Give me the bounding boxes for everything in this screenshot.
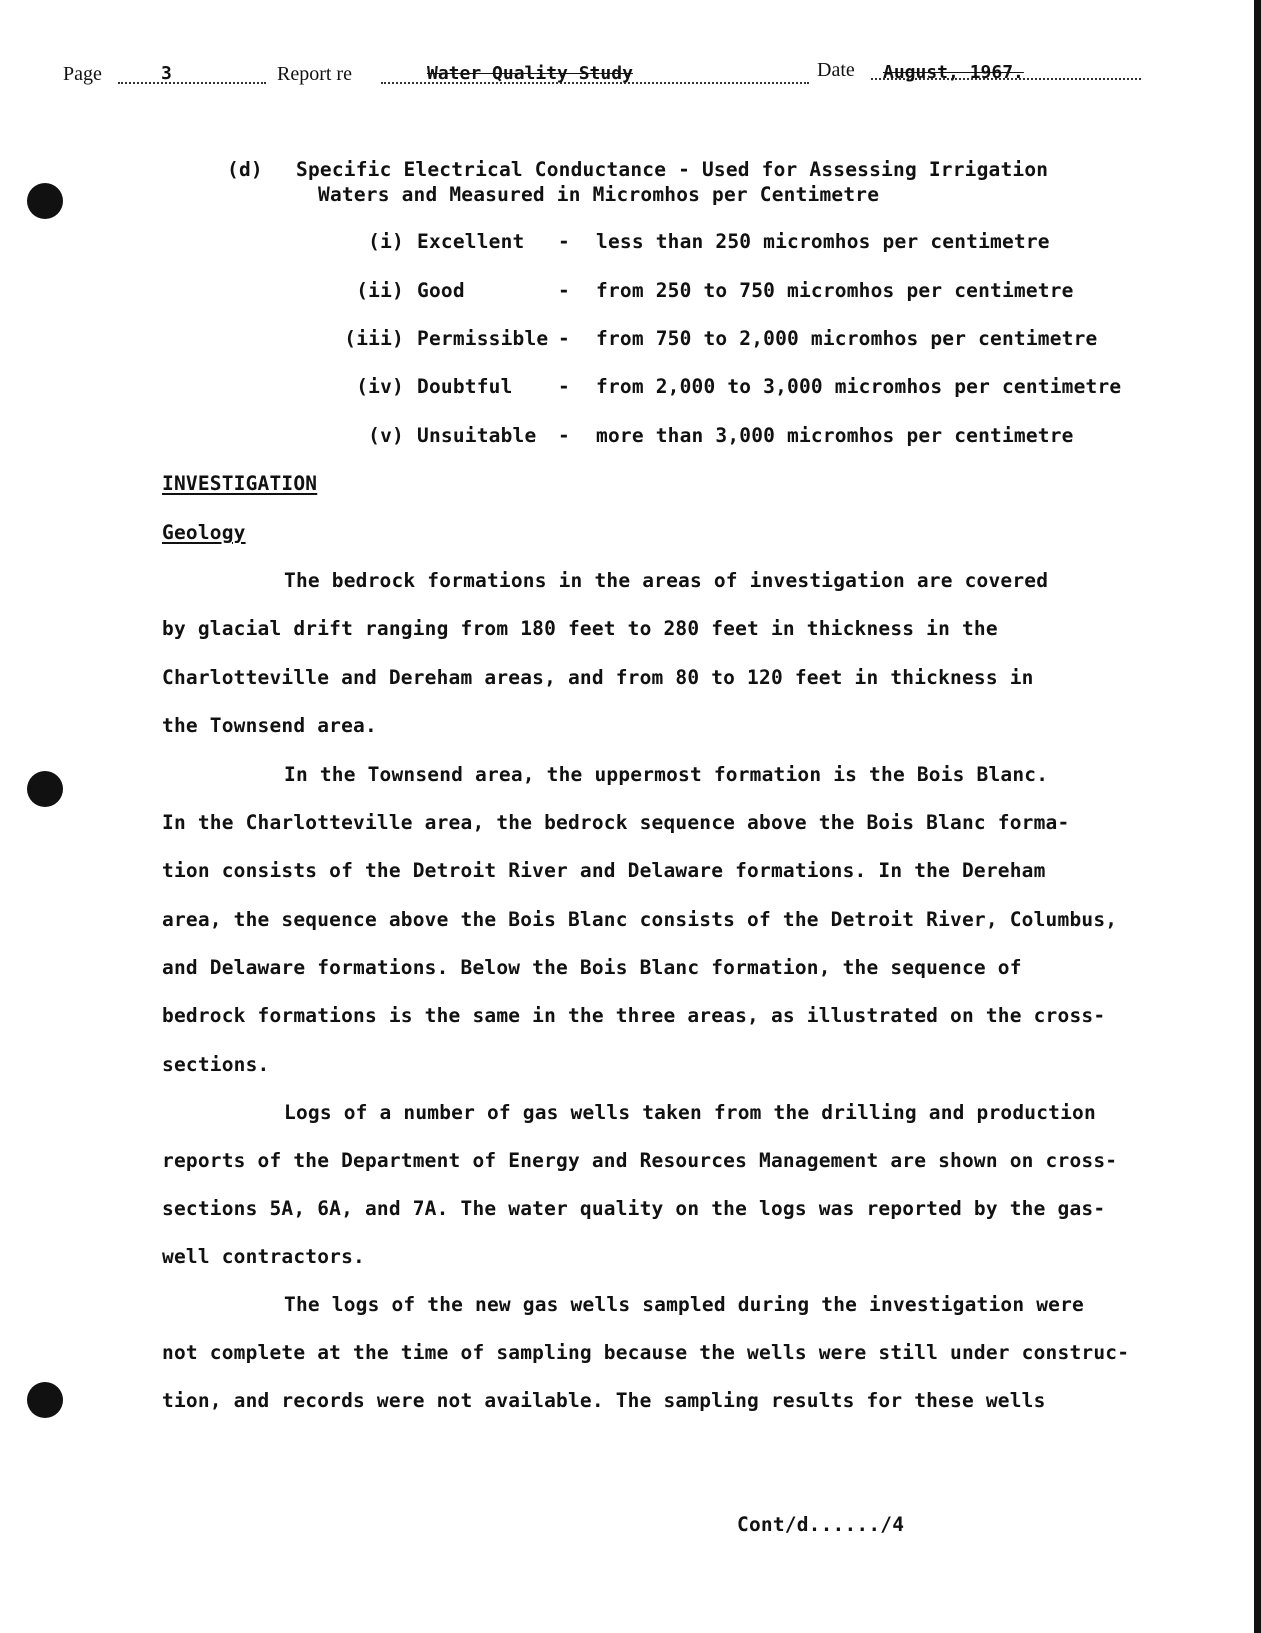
- row-number: (iii): [344, 327, 404, 350]
- scan-page-edge: [1254, 0, 1261, 1633]
- paragraph-line: The bedrock formations in the areas of investigation are covered: [284, 569, 1049, 592]
- report-label: Report re: [277, 63, 352, 85]
- paragraph-line: In the Townsend area, the uppermost formation is the Bois Blanc.: [284, 763, 1049, 786]
- date-value: August, 1967.: [883, 62, 1024, 83]
- geology-heading: Geology: [162, 521, 246, 544]
- row-term: Doubtful: [417, 375, 513, 398]
- paragraph-line: by glacial drift ranging from 180 feet to 280 feet in thickness in the: [162, 617, 998, 640]
- section-title-line-2: Waters and Measured in Micromhos per Centimetre: [318, 183, 880, 206]
- row-term: Good: [417, 279, 465, 302]
- row-dash: -: [558, 279, 570, 302]
- page-number: 3: [161, 63, 172, 84]
- row-description: from 2,000 to 3,000 micromhos per centimetre: [596, 375, 1122, 398]
- paragraph-line: sections.: [162, 1053, 270, 1076]
- row-description: less than 250 micromhos per centimetre: [596, 230, 1050, 253]
- section-marker: (d): [227, 158, 263, 181]
- paragraph-line: In the Charlotteville area, the bedrock sequence above the Bois Blanc forma-: [162, 811, 1070, 834]
- paragraph-line: area, the sequence above the Bois Blanc consists of the Detroit River, Columbus,: [162, 908, 1118, 931]
- section-title-line-1: Specific Electrical Conductance - Used for Assessing Irrigation: [296, 158, 1049, 181]
- paragraph-line: and Delaware formations. Below the Bois Blanc formation, the sequence of: [162, 956, 1022, 979]
- row-dash: -: [558, 230, 570, 253]
- punch-hole-bottom: [27, 1382, 63, 1418]
- paragraph-line: The logs of the new gas wells sampled during the investigation were: [284, 1293, 1084, 1316]
- row-number: (v): [368, 424, 404, 447]
- row-number: (i): [368, 230, 404, 253]
- form-header: [63, 58, 1193, 92]
- investigation-heading: INVESTIGATION: [162, 472, 318, 495]
- paragraph-line: sections 5A, 6A, and 7A. The water quality on the logs was reported by the gas-: [162, 1197, 1106, 1220]
- punch-hole-middle: [27, 771, 63, 807]
- paragraph-line: tion consists of the Detroit River and Delaware formations. In the Dereham: [162, 859, 1046, 882]
- page-dotted-line: [118, 64, 266, 84]
- row-term: Excellent: [417, 230, 525, 253]
- report-subject: Water Quality Study: [427, 63, 633, 84]
- page-label: Page: [63, 63, 102, 85]
- paragraph-line: Logs of a number of gas wells taken from the drilling and production: [284, 1101, 1096, 1124]
- row-number: (iv): [356, 375, 404, 398]
- paragraph-line: reports of the Department of Energy and Resources Management are shown on cross-: [162, 1149, 1118, 1172]
- row-term: Permissible: [417, 327, 549, 350]
- paragraph-line: Charlotteville and Dereham areas, and from 80 to 120 feet in thickness in: [162, 666, 1034, 689]
- row-description: from 750 to 2,000 micromhos per centimetre: [596, 327, 1098, 350]
- row-description: more than 3,000 micromhos per centimetre: [596, 424, 1074, 447]
- paragraph-line: tion, and records were not available. The sampling results for these wells: [162, 1389, 1046, 1412]
- paragraph-line: bedrock formations is the same in the three areas, as illustrated on the cross-: [162, 1004, 1106, 1027]
- punch-hole-top: [27, 183, 63, 219]
- paragraph-line: well contractors.: [162, 1245, 365, 1268]
- row-number: (ii): [356, 279, 404, 302]
- row-dash: -: [558, 375, 570, 398]
- row-dash: -: [558, 327, 570, 350]
- row-description: from 250 to 750 micromhos per centimetre: [596, 279, 1074, 302]
- paragraph-line: not complete at the time of sampling because the wells were still under construc-: [162, 1341, 1130, 1364]
- row-term: Unsuitable: [417, 424, 537, 447]
- paragraph-line: the Townsend area.: [162, 714, 377, 737]
- row-dash: -: [558, 424, 570, 447]
- continuation-note: Cont/d....../4: [737, 1513, 905, 1536]
- date-label: Date: [817, 59, 855, 81]
